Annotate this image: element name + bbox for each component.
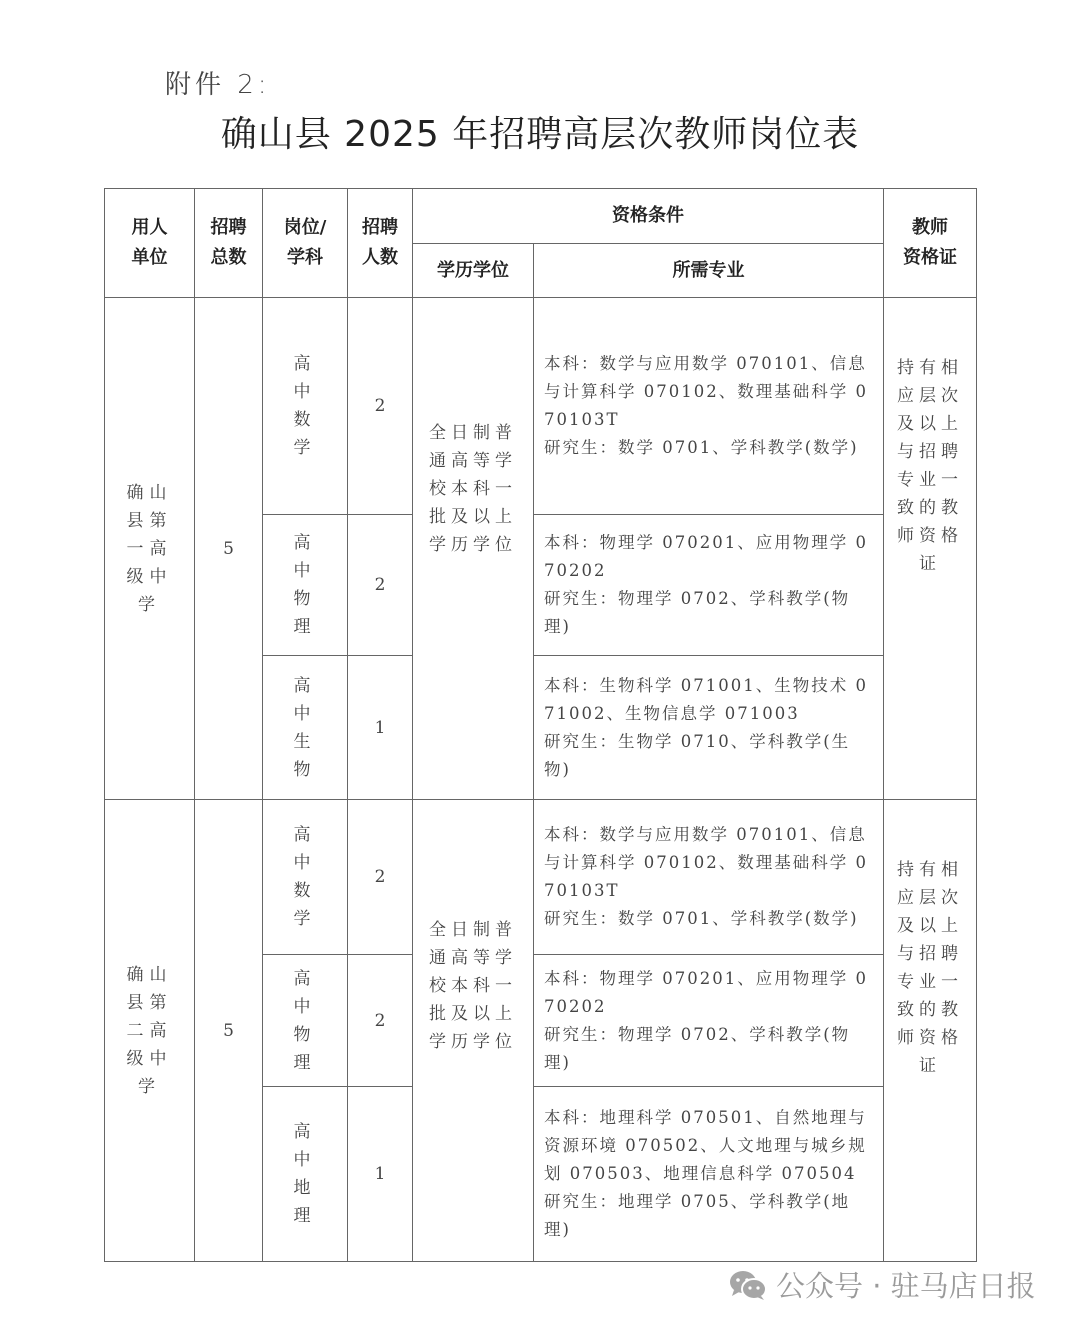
major-grad: 研究生：生物学 0710、学科教学(生物) bbox=[544, 731, 851, 779]
table-row bbox=[105, 800, 977, 955]
header-unit bbox=[105, 189, 195, 298]
major-cell bbox=[534, 800, 884, 955]
post-name: 高中数学 bbox=[293, 354, 317, 458]
document-title: 确山县 2025 年招聘高层次教师岗位表 bbox=[220, 114, 860, 155]
header-total bbox=[195, 189, 263, 298]
certificate-text: 持有相应层次及以上与招聘专业一致的教师资格证 bbox=[897, 358, 963, 574]
certificate-cell bbox=[884, 298, 977, 800]
major-grad: 研究生：数学 0701、学科教学(数学) bbox=[544, 909, 859, 928]
major-cell bbox=[534, 656, 884, 800]
count-cell: 2 bbox=[348, 515, 413, 656]
major-grad: 研究生：地理学 0705、学科教学(地理) bbox=[544, 1192, 851, 1239]
header-certificate-line2: 资格证 bbox=[903, 247, 957, 268]
post-cell bbox=[263, 800, 348, 955]
header-certificate bbox=[884, 189, 977, 298]
education-cell bbox=[413, 298, 534, 800]
major-grad: 研究生：物理学 0702、学科教学(物理) bbox=[544, 589, 851, 636]
post-cell bbox=[263, 515, 348, 656]
header-count-line1: 招聘 bbox=[362, 217, 398, 238]
major-grad: 研究生：物理学 0702、学科教学(物理) bbox=[544, 1024, 851, 1072]
post-name: 高中物理 bbox=[293, 533, 317, 637]
count-cell: 2 bbox=[348, 298, 413, 515]
header-count bbox=[348, 189, 413, 298]
major-cell bbox=[534, 515, 884, 656]
unit-cell bbox=[105, 298, 195, 800]
header-post-line2: 学科 bbox=[287, 247, 323, 268]
watermark bbox=[728, 1264, 1036, 1305]
major-undergrad: 本科：地理科学 070501、自然地理与资源环境 070502、人文地理与城乡规划 070503、地理信息科学 070504 bbox=[544, 1108, 867, 1183]
total-cell: 5 bbox=[195, 800, 263, 1262]
post-name: 高中物理 bbox=[293, 968, 317, 1073]
count-cell: 1 bbox=[348, 1087, 413, 1262]
header-post-line1: 岗位/ bbox=[283, 217, 327, 238]
major-undergrad: 本科：生物科学 071001、生物技术 071002、生物信息学 071003 bbox=[544, 675, 868, 723]
count-cell: 2 bbox=[348, 955, 413, 1087]
table-row bbox=[105, 298, 977, 515]
header-certificate-line1: 教师 bbox=[912, 217, 948, 238]
header-unit-line2: 单位 bbox=[131, 247, 168, 268]
major-undergrad: 本科：数学与应用数学 070101、信息与计算科学 070102、数理基础科学 070103T bbox=[544, 354, 868, 429]
education-text: 全日制普通高等学校本科一批及以上学历学位 bbox=[429, 919, 517, 1052]
post-cell bbox=[263, 955, 348, 1087]
major-grad: 研究生：数学 0701、学科教学(数学) bbox=[544, 438, 859, 457]
major-cell bbox=[534, 1087, 884, 1262]
watermark-text: 公众号 · 驻马店日报 bbox=[776, 1269, 1036, 1303]
header-unit-line1: 用人 bbox=[131, 217, 168, 238]
wechat-icon bbox=[728, 1269, 768, 1301]
certificate-text: 持有相应层次及以上与招聘专业一致的教师资格证 bbox=[897, 860, 963, 1076]
post-name: 高中生物 bbox=[293, 675, 317, 780]
header-total-line2: 总数 bbox=[210, 247, 247, 268]
header-qualifications: 资格条件 bbox=[413, 189, 884, 244]
post-cell bbox=[263, 656, 348, 800]
header-major: 所需专业 bbox=[534, 244, 884, 298]
major-cell bbox=[534, 298, 884, 515]
unit-name: 确山县第二高级中学 bbox=[126, 964, 173, 1097]
major-cell bbox=[534, 955, 884, 1087]
certificate-cell bbox=[884, 800, 977, 1262]
post-cell bbox=[263, 298, 348, 515]
major-undergrad: 本科：物理学 070201、应用物理学 070202 bbox=[544, 533, 868, 580]
positions-table bbox=[104, 188, 977, 1262]
unit-cell bbox=[105, 800, 195, 1262]
header-count-line2: 人数 bbox=[362, 247, 398, 268]
count-cell: 2 bbox=[348, 800, 413, 955]
post-name: 高中数学 bbox=[293, 825, 317, 929]
post-cell bbox=[263, 1087, 348, 1262]
header-post bbox=[263, 189, 348, 298]
header-education: 学历学位 bbox=[413, 244, 534, 298]
major-undergrad: 本科：物理学 070201、应用物理学 070202 bbox=[544, 968, 868, 1016]
header-total-line1: 招聘 bbox=[210, 217, 247, 238]
count-cell: 1 bbox=[348, 656, 413, 800]
attachment-label: 附件 2: bbox=[165, 70, 271, 100]
total-cell: 5 bbox=[195, 298, 263, 800]
education-cell bbox=[413, 800, 534, 1262]
education-text: 全日制普通高等学校本科一批及以上学历学位 bbox=[429, 422, 517, 555]
unit-name: 确山县第一高级中学 bbox=[126, 482, 173, 615]
major-undergrad: 本科：数学与应用数学 070101、信息与计算科学 070102、数理基础科学 070103T bbox=[544, 825, 868, 900]
post-name: 高中地理 bbox=[293, 1122, 317, 1226]
